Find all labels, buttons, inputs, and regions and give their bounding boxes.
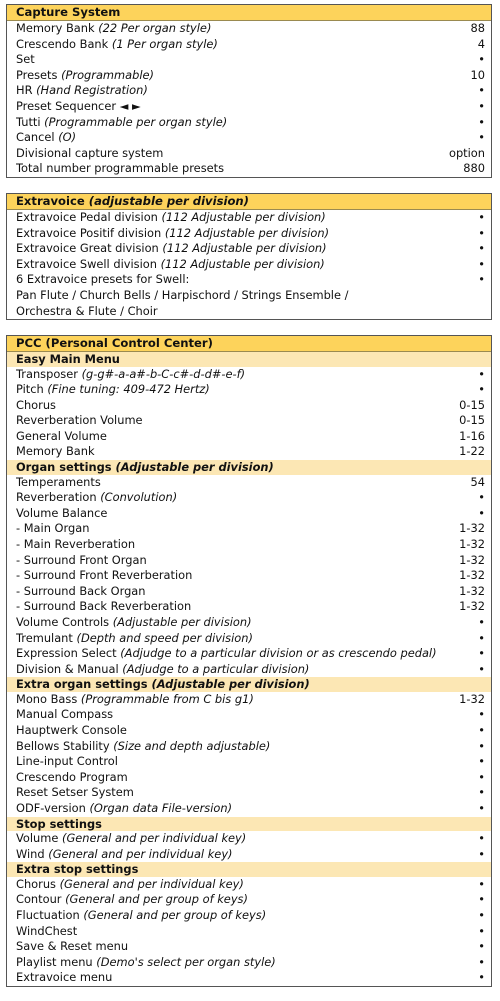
row-label-wrap [16, 615, 252, 631]
row-value: 10 [470, 67, 485, 82]
row-label-wrap [16, 99, 141, 115]
row-label-wrap [16, 21, 211, 37]
row-label: Reset Setser System [16, 785, 134, 800]
row-label-wrap [16, 521, 89, 537]
table-row [7, 37, 491, 53]
row-label-wrap [16, 52, 35, 68]
row-label: Extravoice Great division [16, 241, 159, 256]
row-value: • [478, 876, 485, 891]
table-row [7, 631, 491, 647]
table-row [7, 955, 491, 971]
table-row [7, 785, 491, 801]
row-label-wrap [16, 770, 128, 786]
table-row [7, 99, 491, 115]
section-title: Stop settings [16, 816, 102, 831]
row-value: 1-22 [459, 444, 485, 459]
row-value: • [478, 769, 485, 784]
row-note: (Programmable) [61, 67, 154, 82]
table-row [7, 537, 491, 553]
row-label-wrap [16, 272, 189, 288]
table-row [7, 877, 491, 893]
row-note: (General and per individual key) [48, 846, 233, 861]
row-value: • [478, 52, 485, 67]
row-note: (O) [58, 130, 77, 145]
row-value: • [478, 939, 485, 954]
table-row [7, 646, 491, 662]
row-label: - Surround Back Organ [16, 583, 146, 598]
row-note: (Adjudge to a particular division) [122, 661, 310, 676]
row-value: 0-15 [459, 397, 485, 412]
row-note: (22 Per organ style) [98, 21, 212, 35]
section-title: Organ settings [16, 460, 112, 475]
row-value: 880 [463, 161, 485, 176]
row-label-wrap [16, 662, 309, 678]
row-value: • [478, 800, 485, 815]
table-row [7, 615, 491, 631]
row-value: • [478, 98, 485, 113]
row-label: Transposer [16, 366, 78, 381]
row-label: Memory Bank [16, 21, 95, 35]
extravoice-rows [7, 210, 491, 288]
table-row [7, 599, 491, 615]
row-label: Division & Manual [16, 661, 119, 676]
row-note: (g-g#-a-a#-b-C-c#-d-d#-e-f) [81, 366, 246, 381]
row-value: • [478, 83, 485, 98]
row-label-wrap [16, 692, 254, 708]
row-label-wrap [16, 226, 329, 242]
row-label-wrap [16, 130, 76, 146]
row-label-wrap [16, 115, 227, 131]
table-row [7, 568, 491, 584]
row-label-wrap [16, 892, 248, 908]
table-row [7, 754, 491, 770]
row-value: • [478, 846, 485, 861]
row-label-wrap [16, 754, 118, 770]
row-label-wrap [16, 646, 437, 662]
row-note: (General and per individual key) [59, 876, 244, 891]
capture-system-table [6, 4, 492, 178]
row-label-wrap [16, 413, 143, 429]
row-label-wrap [16, 908, 266, 924]
row-note: (Hand Registration) [36, 83, 148, 98]
row-note: (Adjudge to a particular division or as crescendo pedal) [120, 646, 437, 661]
table-row [7, 161, 491, 177]
table-row [7, 521, 491, 537]
extravoice-preset-list [7, 288, 491, 319]
row-value: 1-32 [459, 599, 485, 614]
row-value: 1-32 [459, 552, 485, 567]
row-label-wrap [16, 970, 112, 986]
row-value: 0-15 [459, 413, 485, 428]
row-value: 4 [477, 36, 485, 51]
row-label-wrap [16, 475, 101, 491]
row-label-wrap [16, 553, 147, 569]
row-note: (1 Per organ style) [111, 36, 218, 51]
row-label: Manual Compass [16, 707, 114, 722]
row-label: HR [16, 83, 33, 98]
row-value: 1-32 [459, 536, 485, 551]
row-label-wrap [16, 490, 177, 506]
capture-system-rows [7, 21, 491, 177]
row-label-wrap [16, 210, 326, 226]
row-value: 88 [470, 21, 485, 35]
table-row [7, 226, 491, 242]
row-label: Volume Controls [16, 614, 110, 629]
pcc-sections [7, 352, 491, 986]
table-row [7, 241, 491, 257]
row-value: • [478, 272, 485, 287]
row-note: (Programmable per organ style) [44, 114, 228, 129]
row-label: Wind [16, 846, 45, 861]
row-note: (General and per group of keys) [65, 892, 248, 907]
row-value: • [478, 382, 485, 397]
pcc-header [7, 336, 491, 352]
row-value: • [478, 130, 485, 145]
row-label-wrap [16, 257, 325, 273]
table-row [7, 130, 491, 146]
row-value: • [478, 490, 485, 505]
row-label: Crescendo Program [16, 769, 128, 784]
row-value: • [478, 785, 485, 800]
row-note: (General and per individual key) [62, 831, 247, 846]
row-label-wrap [16, 801, 232, 817]
table-row [7, 847, 491, 863]
row-label-wrap [16, 83, 148, 99]
extravoice-table [6, 193, 492, 320]
row-label: Tremulant [16, 630, 73, 645]
capture-system-title: Capture System [16, 5, 121, 19]
row-label-wrap [16, 568, 192, 584]
preset-list-line: Orchestra & Flute / Choir [16, 303, 158, 318]
row-label: General Volume [16, 428, 107, 443]
table-row [7, 692, 491, 708]
row-value: • [478, 707, 485, 722]
table-row [7, 257, 491, 273]
pcc-table [6, 335, 492, 987]
row-note: (Programmable from C bis g1) [80, 691, 254, 706]
row-value: option [448, 145, 485, 160]
table-row [7, 770, 491, 786]
row-value: • [478, 892, 485, 907]
table-row [7, 939, 491, 955]
row-label: Memory Bank [16, 444, 95, 459]
row-note: (112 Adjustable per division) [162, 241, 327, 256]
row-value: 1-32 [459, 568, 485, 583]
table-row [7, 52, 491, 68]
row-label: Extravoice Swell division [16, 256, 157, 271]
row-value: • [478, 210, 485, 224]
row-label: Presets [16, 67, 58, 82]
row-note: (Adjustable per division) [112, 614, 252, 629]
row-label-wrap [16, 939, 128, 955]
section-title: Easy Main Menu [16, 352, 120, 366]
row-note: (Convolution) [100, 490, 178, 505]
row-label: ODF-version [16, 800, 86, 815]
extravoice-header [7, 194, 491, 210]
row-value: • [478, 646, 485, 661]
table-row [7, 21, 491, 37]
table-row [7, 723, 491, 739]
row-label-wrap [16, 847, 233, 863]
section-header [7, 817, 491, 832]
section-header [7, 460, 491, 475]
row-note: (Demo's select per organ style) [96, 954, 276, 969]
row-label: Extravoice Pedal division [16, 210, 158, 224]
table-row [7, 398, 491, 414]
row-value: • [478, 241, 485, 256]
row-label: Expression Select [16, 646, 117, 661]
row-label: Crescendo Bank [16, 36, 109, 51]
table-row [7, 68, 491, 84]
row-value: • [478, 256, 485, 271]
section-header [7, 862, 491, 877]
row-value: 1-32 [459, 521, 485, 536]
row-label-wrap [16, 631, 253, 647]
row-value: 1-16 [459, 428, 485, 443]
row-value: 1-32 [459, 691, 485, 706]
table-row [7, 490, 491, 506]
row-value: • [478, 661, 485, 676]
row-label-wrap [16, 146, 163, 162]
row-value: • [478, 225, 485, 240]
row-label-wrap [16, 398, 56, 414]
row-note: (112 Adjustable per division) [164, 225, 330, 240]
row-label: Extravoice menu [16, 970, 113, 985]
row-note: (112 Adjustable per division) [160, 256, 325, 271]
pcc-title: PCC (Personal Control Center) [16, 336, 213, 350]
row-label: Reverberation Volume [16, 413, 143, 428]
row-value: • [478, 614, 485, 629]
row-label: Fluctuation [16, 907, 80, 922]
section-note: (Adjustable per division) [115, 460, 274, 475]
row-label-wrap [16, 955, 276, 971]
table-row [7, 413, 491, 429]
row-value: • [478, 831, 485, 846]
row-note: (Fine tuning: 409-472 Hertz) [47, 382, 210, 397]
row-label: Chorus [16, 397, 56, 412]
row-label: - Main Organ [16, 521, 90, 536]
table-row [7, 115, 491, 131]
row-label: Chorus [16, 876, 56, 891]
row-label-wrap [16, 599, 191, 615]
table-row [7, 444, 491, 460]
table-row [7, 210, 491, 226]
table-row [7, 367, 491, 383]
row-value: • [478, 722, 485, 737]
row-label: - Main Reverberation [16, 536, 136, 551]
row-label: Set [16, 52, 35, 67]
table-row [7, 475, 491, 491]
row-label-wrap [16, 68, 154, 84]
row-label: Cancel [16, 130, 55, 145]
section-note: (Adjustable per division) [151, 677, 310, 692]
table-row [7, 584, 491, 600]
table-row [7, 506, 491, 522]
row-label: Total number programmable presets [16, 161, 225, 176]
row-value: • [478, 754, 485, 769]
table-row [7, 924, 491, 940]
row-label: Mono Bass [16, 691, 78, 706]
row-value: • [478, 970, 485, 985]
row-label-wrap [16, 877, 244, 893]
table-row [7, 801, 491, 817]
extravoice-title: Extravoice [16, 194, 85, 208]
row-label-wrap [16, 739, 270, 755]
row-label: Volume Balance [16, 505, 108, 520]
row-label: Playlist menu [16, 954, 93, 969]
row-label: Temperaments [16, 474, 101, 489]
table-row [7, 382, 491, 398]
table-row [7, 662, 491, 678]
table-row [7, 831, 491, 847]
row-label-wrap [16, 241, 327, 257]
table-row [7, 146, 491, 162]
row-label: Extravoice Positif division [16, 225, 162, 240]
row-label: Pitch [16, 382, 44, 397]
table-row [7, 908, 491, 924]
row-label: - Surround Front Organ [16, 552, 147, 567]
row-label-wrap [16, 723, 127, 739]
row-label: Volume [16, 831, 59, 846]
row-label: - Surround Front Reverberation [16, 568, 193, 583]
row-note: (Size and depth adjustable) [113, 738, 271, 753]
section-title: Extra stop settings [16, 862, 139, 877]
preset-list-line: Pan Flute / Church Bells / Harpischord / Strings Ensemble / [16, 287, 349, 302]
row-label: Preset Sequencer ◄ ► [16, 98, 141, 113]
row-label: Reverberation [16, 490, 97, 505]
row-label-wrap [16, 37, 218, 53]
capture-system-header [7, 5, 491, 21]
section-header [7, 352, 491, 367]
row-value: • [478, 630, 485, 645]
table-row [7, 739, 491, 755]
row-label-wrap [16, 924, 77, 940]
row-note: (General and per group of keys) [83, 907, 267, 922]
row-label: Save & Reset menu [16, 939, 129, 954]
row-label-wrap [16, 506, 107, 522]
row-note: (112 Adjustable per division) [161, 210, 326, 224]
row-note: (Depth and speed per division) [76, 630, 253, 645]
row-value: • [478, 954, 485, 969]
row-label-wrap [16, 161, 224, 177]
section-header [7, 677, 491, 692]
row-value: • [478, 505, 485, 520]
row-label: Divisional capture system [16, 145, 164, 160]
row-label-wrap [16, 444, 95, 460]
row-label-wrap [16, 367, 245, 383]
row-label-wrap [16, 537, 135, 553]
row-label-wrap [16, 382, 210, 398]
row-label: Contour [16, 892, 62, 907]
row-label: Line-input Control [16, 754, 118, 769]
row-label: Hauptwerk Console [16, 722, 127, 737]
row-value: • [478, 366, 485, 381]
row-value: • [478, 738, 485, 753]
row-value: • [478, 907, 485, 922]
row-label: WindChest [16, 923, 78, 938]
row-label-wrap [16, 785, 134, 801]
row-label-wrap [16, 831, 246, 847]
row-label: Tutti [16, 114, 41, 129]
row-value: 54 [470, 474, 485, 489]
row-note: (Organ data File-version) [89, 800, 233, 815]
table-row [7, 707, 491, 723]
row-label-wrap [16, 429, 107, 445]
table-row [7, 970, 491, 986]
table-row [7, 892, 491, 908]
row-label: Bellows Stability [16, 738, 110, 753]
row-value: • [478, 114, 485, 129]
table-row [7, 83, 491, 99]
section-title: Extra organ settings [16, 677, 148, 692]
table-row [7, 429, 491, 445]
row-label: - Surround Back Reverberation [16, 599, 192, 614]
table-row [7, 272, 491, 288]
row-value: 1-32 [459, 583, 485, 598]
row-label-wrap [16, 707, 113, 723]
row-label: 6 Extravoice presets for Swell: [16, 272, 190, 287]
table-row [7, 553, 491, 569]
extravoice-title-note: (adjustable per division) [88, 194, 249, 208]
row-label-wrap [16, 584, 146, 600]
row-value: • [478, 923, 485, 938]
